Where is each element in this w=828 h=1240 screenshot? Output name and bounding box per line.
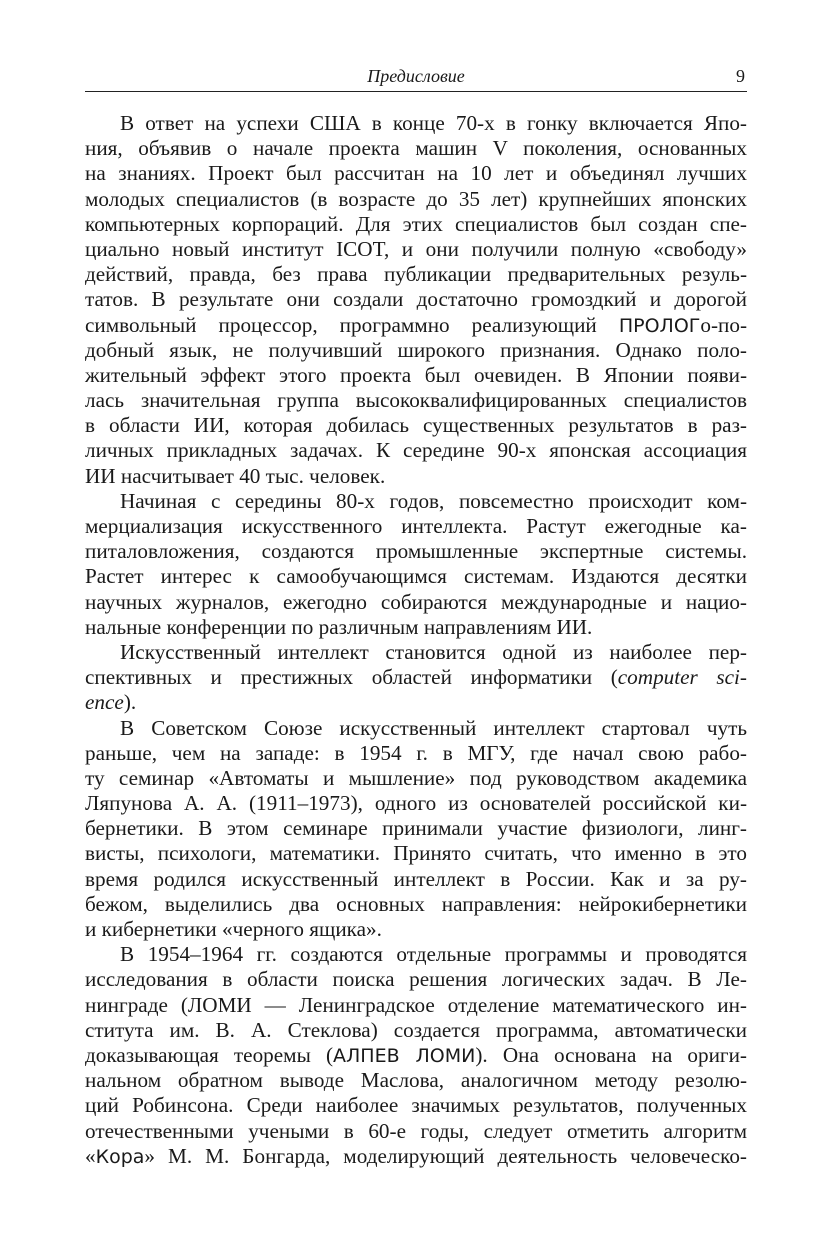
text-segment: исследования в области поиска решения логических задач. В Ле- — [85, 967, 747, 992]
text-segment: бернетики. В этом семинаре принимали участие физиологи, линг- — [85, 816, 747, 841]
text-segment: ИИ насчитывает 40 тыс. человек. — [85, 463, 386, 488]
text-segment: нальные конференции по различным направлениям ИИ. — [85, 614, 593, 639]
running-title: Предисловие — [367, 66, 465, 86]
text-segment: отечественными учеными в 60-е годы, следует отметить алгоритм — [85, 1118, 747, 1143]
text-line — [85, 111, 747, 136]
text-line — [85, 363, 747, 388]
paragraph — [85, 111, 747, 489]
text-line — [85, 1093, 747, 1118]
text-segment: ). — [123, 690, 137, 715]
text-line — [85, 690, 747, 715]
text-line — [85, 766, 747, 791]
text-line — [85, 816, 747, 841]
page-number: 9 — [736, 66, 745, 86]
text-segment: В ответ на успехи США в конце 70-х в гонку включается Япо- — [120, 111, 747, 135]
paragraph — [85, 942, 747, 1169]
text-line — [85, 942, 747, 967]
text-line — [85, 237, 747, 262]
text-segment: научных журналов, ежегодно собираются международные и нацио- — [85, 589, 747, 614]
text-line — [85, 161, 747, 186]
text-segment: В 1954–1964 гг. создаются отдельные программы и проводятся — [120, 942, 747, 967]
text-line — [85, 791, 747, 816]
body-text — [85, 111, 747, 1169]
text-segment: действий, правда, без права публикации предварительных резуль- — [85, 262, 747, 287]
text-line — [85, 892, 747, 917]
text-line — [85, 993, 747, 1018]
text-segment: доказывающая теоремы ( — [85, 1042, 334, 1067]
text-segment: и кибернетики «черного ящика». — [85, 917, 382, 941]
text-line — [85, 313, 747, 338]
text-line — [85, 867, 747, 892]
text-segment: жительный эффект этого проекта был очевиден. В Японии появи- — [85, 362, 747, 387]
text-segment: время родился искусственный интеллект в России. Как и за ру- — [85, 866, 747, 891]
text-line — [85, 136, 747, 161]
text-segment: ence — [85, 690, 124, 715]
text-line — [85, 1068, 747, 1093]
text-line — [85, 413, 747, 438]
text-segment: computer sci- — [617, 665, 747, 690]
text-segment: « — [85, 1143, 96, 1168]
paragraph — [85, 489, 747, 640]
text-segment: ту семинар «Автоматы и мышление» под руководством академика — [85, 765, 747, 790]
text-segment: о-по- — [700, 312, 747, 337]
text-line — [85, 590, 747, 615]
text-line — [85, 262, 747, 287]
text-segment: татов. В результате они создали достаточно громоздкий и дорогой — [85, 287, 747, 312]
text-line — [85, 388, 747, 413]
text-segment: нинграде (ЛОМИ — Ленинградское отделение математического ин- — [85, 992, 747, 1017]
text-segment: циально новый институт ICOT, и они получили полную «свободу» — [85, 236, 747, 261]
text-line — [85, 615, 747, 640]
page-header — [85, 64, 747, 92]
text-line — [85, 640, 747, 665]
text-segment: молодых специалистов (в возрасте до 35 лет) крупнейших японских — [85, 186, 747, 211]
text-line — [85, 187, 747, 212]
text-line — [85, 967, 747, 992]
text-segment: Начиная с середины 80-х годов, повсеместно происходит ком- — [120, 488, 747, 513]
text-segment: компьютерных корпораций. Для этих специалистов был создан спе- — [85, 211, 747, 236]
text-line — [85, 841, 747, 866]
text-line — [85, 1043, 747, 1068]
text-line — [85, 1119, 747, 1144]
text-segment: ПРОЛОГ — [618, 314, 701, 337]
text-segment: АЛПЕВ ЛОМИ — [333, 1044, 476, 1067]
text-segment: на знаниях. Проект был рассчитан на 10 лет и объединял лучших — [85, 161, 747, 186]
text-line — [85, 741, 747, 766]
text-segment: личных прикладных задачах. К середине 90-х японская ассоциация — [85, 438, 747, 463]
text-line — [85, 212, 747, 237]
text-segment: Кора — [95, 1145, 145, 1168]
paragraph — [85, 716, 747, 943]
text-segment: В Советском Союзе искусственный интеллект стартовал чуть — [120, 715, 747, 740]
text-segment: Искусственный интеллект становится одной из наиболее пер- — [120, 639, 747, 664]
text-segment: символьный процессор, программно реализующий — [85, 312, 619, 337]
text-line — [85, 716, 747, 741]
text-line — [85, 338, 747, 363]
text-line — [85, 287, 747, 312]
text-segment: в области ИИ, которая добилась существенных результатов в раз- — [85, 413, 747, 438]
text-line — [85, 438, 747, 463]
text-segment: раньше, чем на западе: в 1954 г. в МГУ, где начал свою рабо- — [85, 740, 747, 765]
text-segment: висты, психологи, математики. Принято считать, что именно в это — [85, 841, 747, 866]
paragraph — [85, 640, 747, 716]
text-segment: ния, объявив о начале проекта машин V поколения, основанных — [85, 136, 747, 161]
text-segment: ций Робинсона. Среди наиболее значимых результатов, полученных — [85, 1093, 747, 1118]
text-line — [85, 539, 747, 564]
text-segment: добный язык, не получивший широкого признания. Однако поло- — [85, 337, 747, 362]
text-line — [85, 564, 747, 589]
text-segment: бежом, выделились два основных направления: нейрокибернетики — [85, 891, 747, 916]
text-line — [85, 1144, 747, 1169]
text-segment: лась значительная группа высококвалифицированных специалистов — [85, 388, 747, 413]
text-segment: ститута им. В. А. Стеклова) создается программа, автоматически — [85, 1017, 747, 1042]
text-segment: ). Она основана на ориги- — [475, 1042, 747, 1067]
text-segment: Растет интерес к самообучающимся системам. Издаются десятки — [85, 564, 747, 589]
text-segment: питаловложения, создаются промышленные экспертные системы. — [85, 539, 747, 564]
text-line — [85, 489, 747, 514]
text-segment: спективных и престижных областей информатики ( — [85, 665, 618, 690]
text-segment: нальном обратном выводе Маслова, аналогичном методу резолю- — [85, 1068, 747, 1093]
text-line — [85, 665, 747, 690]
text-line — [85, 917, 747, 942]
text-line — [85, 1018, 747, 1043]
text-segment: мерциализация искусственного интеллекта. Растут ежегодные ка- — [85, 514, 747, 538]
text-segment: » М. М. Бонгарда, моделирующий деятельность человеческо- — [144, 1143, 747, 1168]
text-segment: Ляпунова А. А. (1911–1973), одного из основателей российской ки- — [85, 791, 747, 816]
text-line — [85, 464, 747, 489]
text-line — [85, 514, 747, 539]
